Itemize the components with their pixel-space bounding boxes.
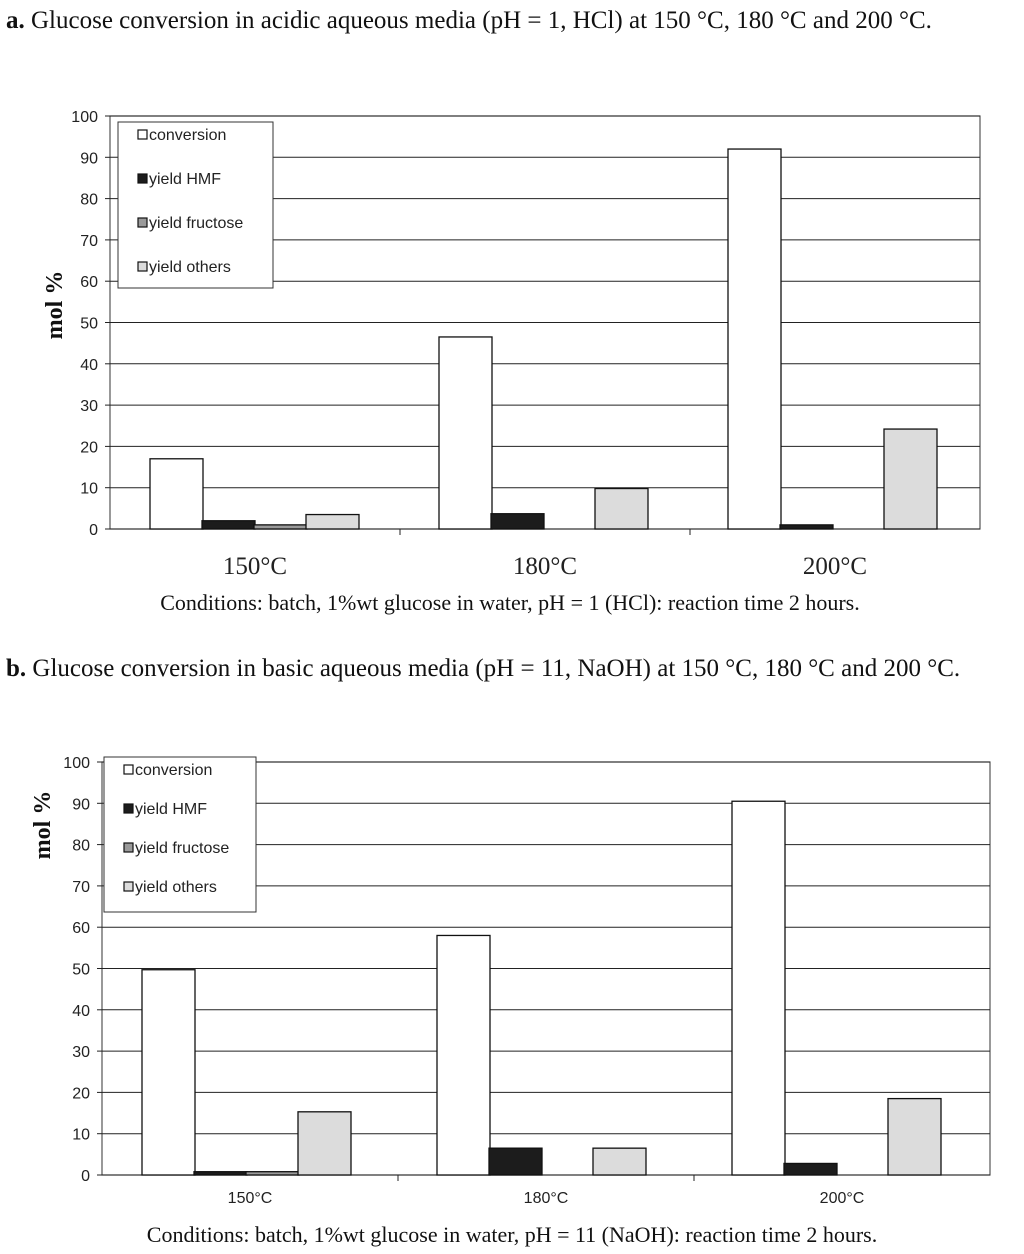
bar-yield-others: [298, 1112, 351, 1175]
legend-swatch: [138, 262, 147, 271]
y-tick-label: 30: [80, 398, 98, 416]
panel-a-caption: Conditions: batch, 1%wt glucose in water, pH = 1 (HCl): reaction time 2 hours.: [160, 590, 860, 615]
chart-a: [0, 100, 1024, 590]
legend-label: yield HMF: [149, 171, 222, 188]
y-tick-label: 100: [63, 755, 90, 772]
bar-yield-fructose: [254, 525, 307, 529]
y-tick-label: 100: [71, 109, 98, 126]
bar-conversion: [439, 337, 492, 529]
bar-conversion: [437, 935, 490, 1175]
x-category-label: 150°C: [222, 553, 288, 580]
y-tick-label: 0: [81, 1168, 90, 1185]
bar-conversion: [142, 970, 195, 1175]
legend-label: yield HMF: [135, 801, 208, 818]
y-tick-label: 0: [89, 522, 98, 539]
x-category-label: 150°C: [227, 1190, 273, 1207]
y-tick-label: 70: [72, 878, 90, 896]
bar-yield-hmf: [491, 514, 544, 529]
panel-a-heading: [6, 2, 1014, 40]
x-category-label: 180°C: [523, 1190, 569, 1207]
legend-label: conversion: [149, 127, 227, 144]
bar-yield-hmf: [194, 1172, 247, 1175]
legend-swatch: [124, 804, 133, 813]
legend-swatch: [138, 218, 147, 227]
legend-swatch: [138, 174, 147, 183]
bar-yield-hmf: [489, 1148, 542, 1175]
y-tick-label: 90: [80, 150, 98, 168]
y-tick-label: 20: [80, 439, 98, 457]
bar-yield-hmf: [784, 1163, 837, 1175]
y-tick-label: 90: [72, 796, 90, 814]
y-tick-label: 80: [72, 837, 90, 855]
legend-label: yield fructose: [149, 215, 244, 232]
panel-a-label: a.: [6, 7, 25, 34]
x-category-label: 180°C: [512, 553, 578, 580]
legend-swatch: [124, 765, 133, 774]
bar-conversion: [732, 801, 785, 1175]
y-tick-label: 10: [72, 1126, 90, 1144]
y-tick-label: 70: [80, 232, 98, 250]
chart-b: [0, 745, 1024, 1215]
panel-b-title: Glucose conversion in basic aqueous media (pH = 11, NaOH) at 150 °C, 180 °C and 200 °C.: [32, 655, 961, 682]
y-tick-label: 60: [80, 274, 98, 292]
legend-label: yield others: [149, 259, 231, 276]
panel-b-heading: [6, 650, 1014, 688]
bar-yield-others: [306, 515, 359, 529]
legend-label: yield others: [135, 879, 217, 896]
y-tick-label: 30: [72, 1044, 90, 1062]
y-tick-label: 80: [80, 191, 98, 209]
panel-b-caption: Conditions: batch, 1%wt glucose in water, pH = 11 (NaOH): reaction time 2 hours.: [146, 1222, 878, 1247]
y-tick-label: 60: [72, 920, 90, 938]
bar-yield-hmf: [202, 521, 255, 529]
bar-conversion: [150, 459, 203, 529]
y-axis-label: mol %: [42, 270, 68, 340]
legend-swatch: [124, 882, 133, 891]
x-category-label: 200°C: [819, 1190, 865, 1207]
legend-label: yield fructose: [135, 840, 230, 857]
y-tick-label: 10: [80, 480, 98, 498]
y-tick-label: 50: [72, 961, 90, 979]
panel-a-title: Glucose conversion in acidic aqueous media (pH = 1, HCl) at 150 °C, 180 °C and 200 °C.: [31, 7, 932, 34]
bar-yield-others: [593, 1148, 646, 1175]
y-tick-label: 20: [72, 1085, 90, 1103]
bar-yield-others: [595, 489, 648, 529]
bar-yield-fructose: [246, 1172, 299, 1175]
y-tick-label: 40: [72, 1002, 90, 1020]
legend-label: conversion: [135, 762, 213, 779]
bar-yield-hmf: [780, 525, 833, 529]
y-axis-label: mol %: [30, 790, 56, 860]
bar-yield-others: [884, 429, 937, 529]
panel-b-label: b.: [6, 655, 27, 682]
legend-swatch: [138, 130, 147, 139]
legend-swatch: [124, 843, 133, 852]
bar-yield-others: [888, 1099, 941, 1175]
y-tick-label: 40: [80, 356, 98, 374]
bar-conversion: [728, 149, 781, 529]
x-category-label: 200°C: [802, 553, 868, 580]
y-tick-label: 50: [80, 315, 98, 333]
